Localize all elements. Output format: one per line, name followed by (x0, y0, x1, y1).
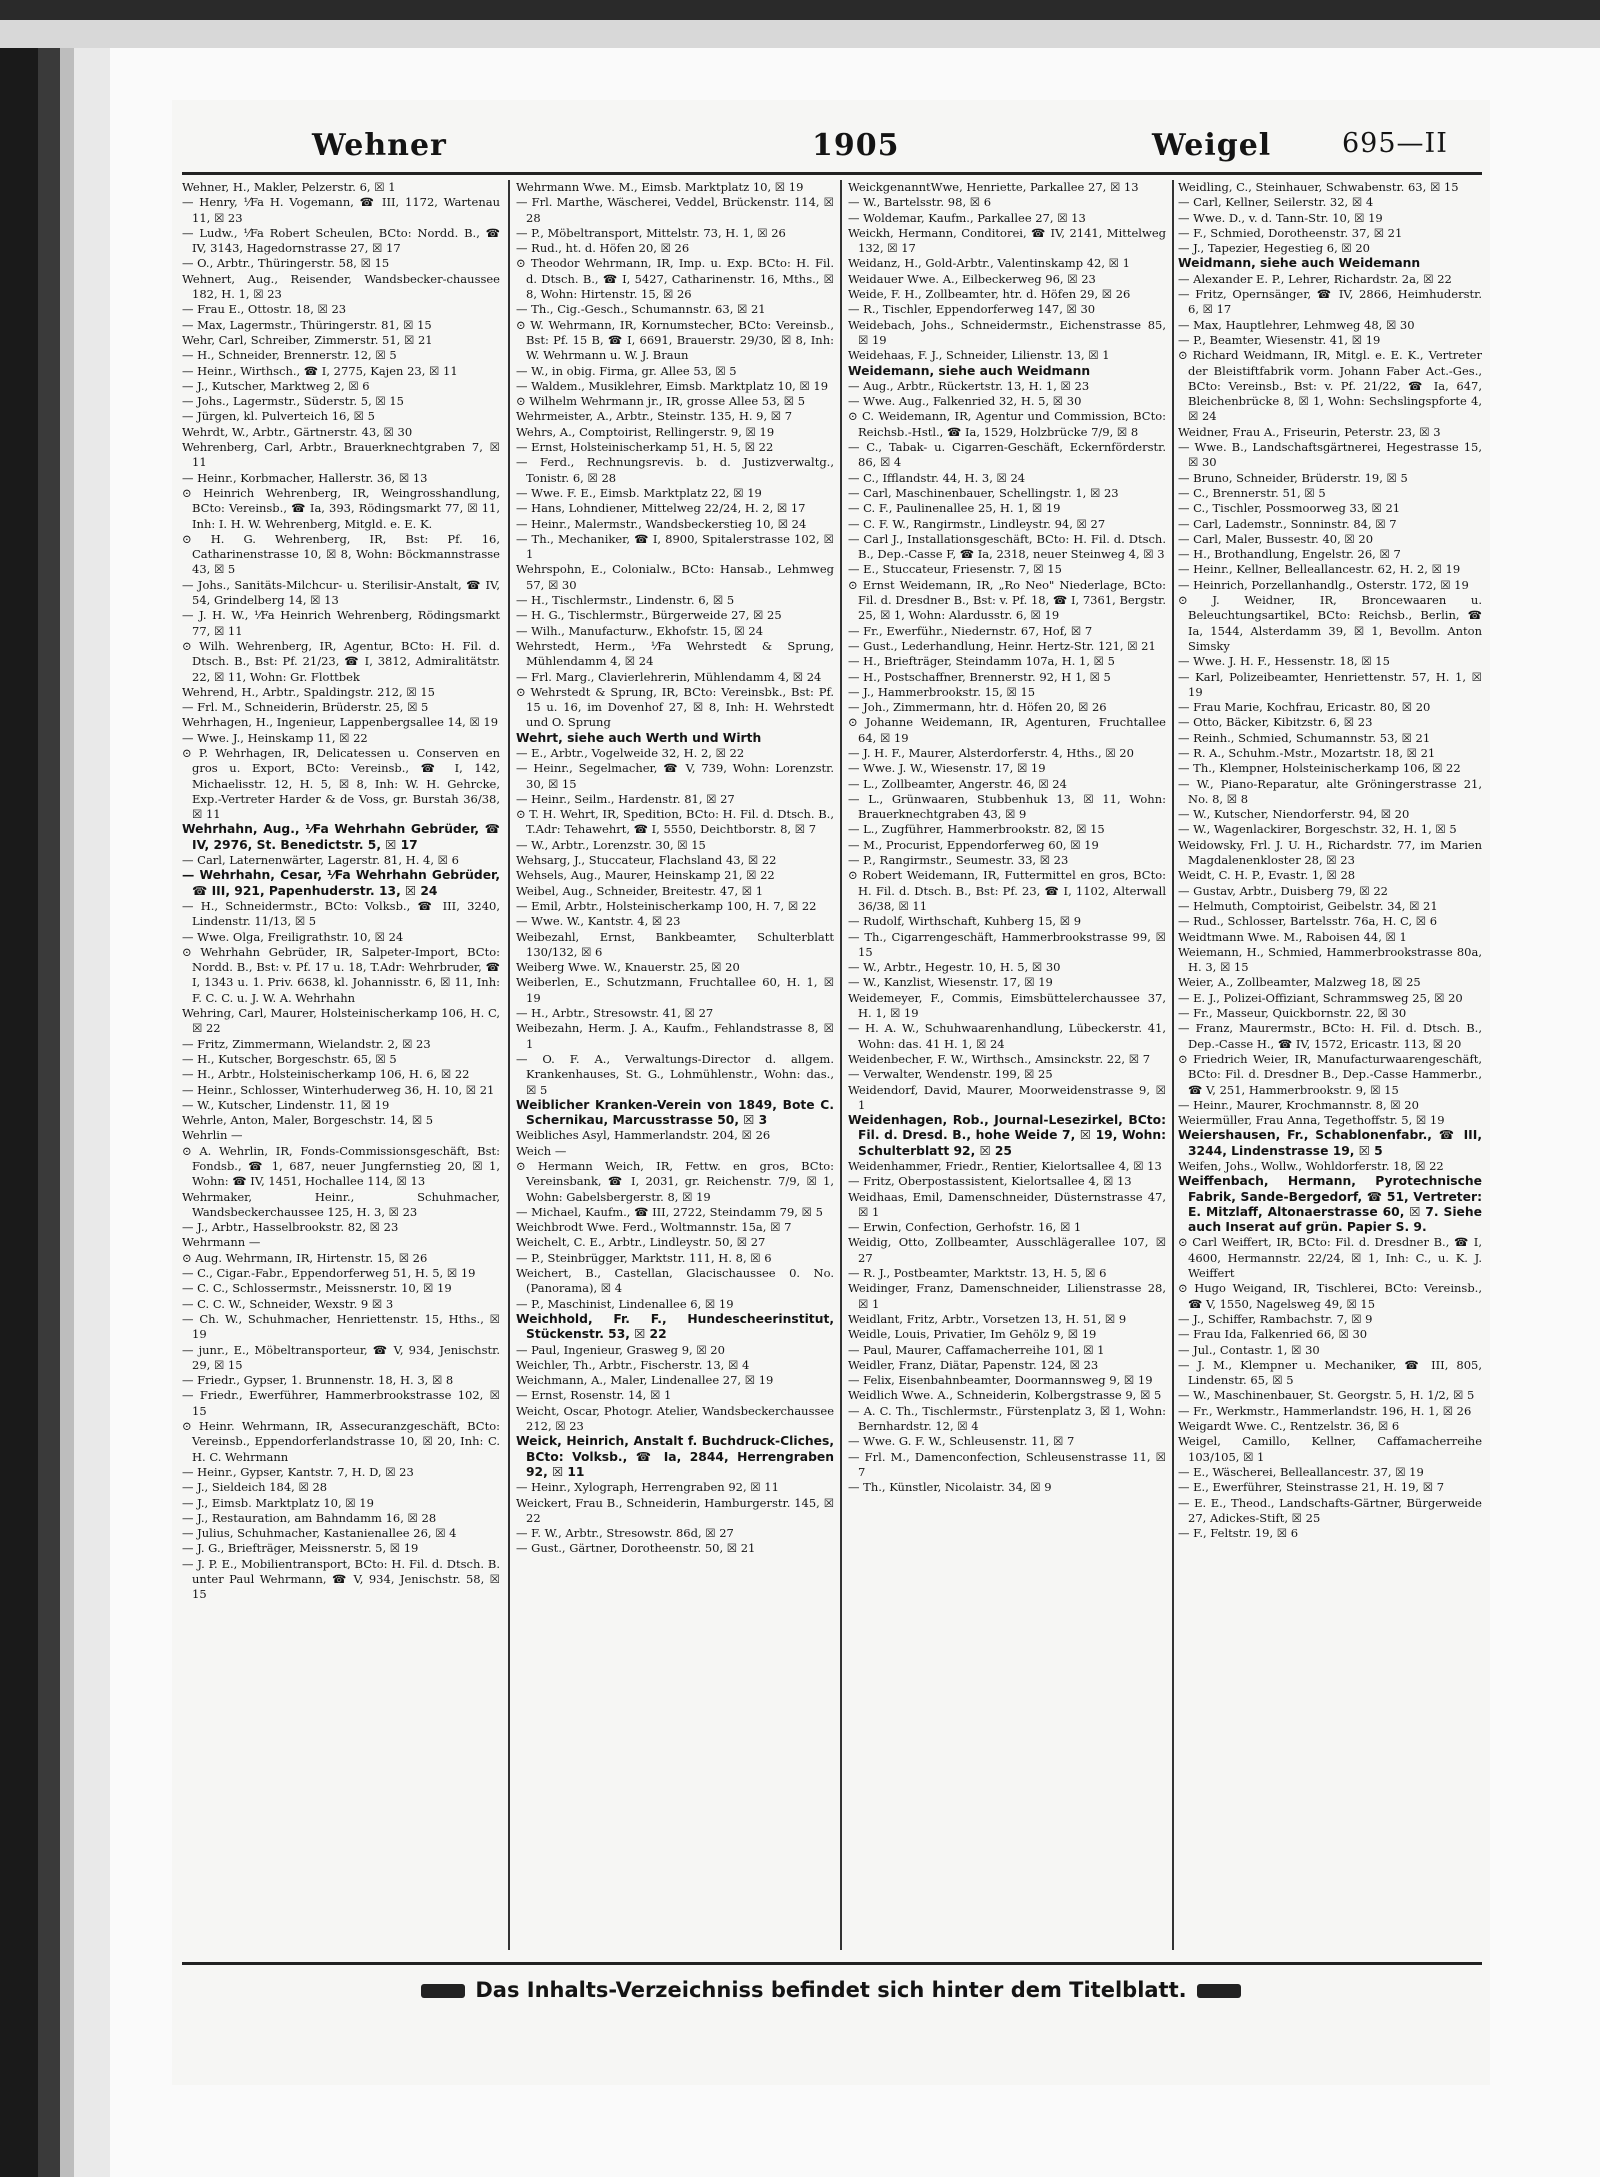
directory-entry: ⊙ Heinr. Wehrmann, IR, Assecuranzgeschäft, BCto: Vereinsb., Eppendorferlandstrasse 10, ☒ 20, Inh: C. H. C. Wehrmann (182, 1419, 500, 1464)
directory-entry: — Carl J., Installationsgeschäft, BCto: H. Fil. d. Dtsch. B., Dep.-Casse F, ☎ Ia, 2318, neuer Steinweg 4, ☒ 3 (848, 531, 1166, 562)
directory-entry: — Ernst, Holsteinischerkamp 51, H. 5, ☒ 22 (516, 440, 774, 455)
directory-entry: — H., Schneidermstr., BCto: Volksb., ☎ III, 3240, Lindenstr. 11/13, ☒ 5 (182, 898, 500, 929)
directory-entry: Weidler, Franz, Diätar, Papenstr. 124, ☒ 23 (848, 1357, 1099, 1372)
directory-entry: — Heinr., Schlosser, Winterhuderweg 36, H. 10, ☒ 21 (182, 1082, 495, 1097)
directory-entry: Wehrhagen, H., Ingenieur, Lappenbergsallee 14, ☒ 19 (182, 715, 499, 730)
directory-entry: Weichbrodt Wwe. Ferd., Woltmannstr. 15a, ☒ 7 (516, 1220, 792, 1235)
directory-entry: — W., Arbtr., Lorenzstr. 30, ☒ 15 (516, 837, 706, 852)
directory-entry: — Wwe. W., Kantstr. 4, ☒ 23 (516, 914, 681, 929)
directory-entry: — C. F., Paulinenallee 25, H. 1, ☒ 19 (848, 501, 1061, 516)
directory-entry: — E., Arbtr., Vogelweide 32, H. 2, ☒ 22 (516, 745, 745, 760)
directory-entry: ⊙ W. Wehrmann, IR, Kornumstecher, BCto: Vereinsb., Bst: Pf. 15 B, ☎ I, 6691, Brauerstr. 29/30, ☒ 8, Inh: W. Wehrmann u. W. J. Braun (516, 317, 834, 363)
directory-entry: — P., Maschinist, Lindenallee 6, ☒ 19 (516, 1296, 734, 1311)
directory-entry: — Carl, Maler, Bussestr. 40, ☒ 20 (1178, 531, 1374, 546)
directory-entry: — Carl, Laternenwärter, Lagerstr. 81, H. 4, ☒ 6 (182, 853, 459, 868)
directory-entry: — F. W., Arbtr., Stresowstr. 86d, ☒ 27 (516, 1526, 734, 1541)
directory-entry: — Rud., ht. d. Höfen 20, ☒ 26 (516, 241, 690, 256)
directory-entry: — Heinr., Segelmacher, ☎ V, 739, Wohn: Lorenzstr. 30, ☒ 15 (516, 761, 834, 791)
directory-entry: — W., in obig. Firma, gr. Allee 53, ☒ 5 (516, 363, 737, 378)
directory-entry: — P., Beamter, Wiesenstr. 41, ☒ 19 (1178, 332, 1381, 347)
directory-entry: Weidenbecher, F. W., Wirthsch., Amsinckstr. 22, ☒ 7 (848, 1051, 1151, 1066)
directory-entry: — Wwe. J. W., Wiesenstr. 17, ☒ 19 (848, 761, 1046, 776)
directory-entry: ⊙ P. Wehrhagen, IR, Delicatessen u. Conserven en gros u. Export, BCto: Vereinsb., ☎ I, 142, Michaelisstr. 12, H. 5, ☒ 8, Inh: W. H. Gehrcke, Exp.-Vertreter Harder & de Voss, gr. Burstah 36/38, ☒ 11 (182, 745, 500, 822)
directory-entry: Weickert, Frau B., Schneiderin, Hamburgerstr. 145, ☒ 22 (516, 1495, 834, 1525)
footer-rule (182, 1962, 1482, 1965)
directory-entry: — H., Arbtr., Holsteinischerkamp 106, H. 6, ☒ 22 (182, 1067, 470, 1082)
directory-entry: — Frau Marie, Kochfrau, Ericastr. 80, ☒ 20 (1178, 700, 1431, 715)
directory-entry: — W., Maschinenbauer, St. Georgstr. 5, H. 1/2, ☒ 5 (1178, 1388, 1475, 1403)
directory-entry: — Th., Klempner, Holsteinischerkamp 106, ☒ 22 (1178, 761, 1461, 776)
scan-top-edge (0, 0, 1600, 48)
directory-entry: — H., Tischlermstr., Lindenstr. 6, ☒ 5 (516, 593, 735, 608)
directory-entry: — J., Kutscher, Marktweg 2, ☒ 6 (182, 378, 370, 393)
directory-entry: — Erwin, Confection, Gerhofstr. 16, ☒ 1 (848, 1220, 1082, 1235)
directory-entry: Weiemann, H., Schmied, Hammerbrookstrasse 80a, H. 3, ☒ 15 (1178, 944, 1482, 975)
directory-entry: — O., Arbtr., Thüringerstr. 58, ☒ 15 (182, 256, 390, 271)
pointing-hand-icon (1197, 1984, 1241, 1998)
directory-entry: — Fr., Werkmstr., Hammerlandstr. 196, H. 1, ☒ 26 (1178, 1403, 1472, 1418)
directory-entry: — J., Eimsb. Marktplatz 10, ☒ 19 (182, 1495, 374, 1510)
directory-entry: — Wwe. B., Landschaftsgärtnerei, Hegestrasse 15, ☒ 30 (1178, 440, 1482, 470)
directory-entry: Weifen, Johs., Wollw., Wohldorferstr. 18, ☒ 22 (1178, 1159, 1444, 1173)
directory-entry: — Fr., Ewerführ., Niedernstr. 67, Hof, ☒ 7 (848, 623, 1093, 638)
directory-entry: — J., Tapezier, Hegestieg 6, ☒ 20 (1178, 241, 1370, 256)
column-4 (1178, 180, 1482, 1960)
directory-entry: ⊙ Aug. Wehrmann, IR, Hirtenstr. 15, ☒ 26 (182, 1250, 428, 1265)
directory-entry: ⊙ T. H. Wehrt, IR, Spedition, BCto: H. Fil. d. Dtsch. B., T.Adr: Tehawehrt, ☎ I, 5550, Deichtborstr. 8, ☒ 7 (516, 807, 834, 837)
directory-entry: — C., Tabak- u. Cigarren-Geschäft, Eckernförderstr. 86, ☒ 4 (848, 440, 1166, 470)
directory-entry: — Fritz, Oberpostassistent, Kielortsallee 4, ☒ 13 (848, 1174, 1132, 1189)
directory-entry: — W., Bartelsstr. 98, ☒ 6 (848, 195, 992, 210)
directory-entry: Weich — (516, 1143, 567, 1158)
directory-entry: — Wwe. J., Heinskamp 11, ☒ 22 (182, 730, 368, 745)
directory-entry: Wehrs, A., Comptoirist, Rellingerstr. 9, ☒ 19 (516, 424, 775, 439)
header-rule (182, 172, 1482, 175)
directory-entry: — E., Wäscherei, Belleallancestr. 37, ☒ 19 (1178, 1464, 1424, 1479)
footer-text: Das Inhalts-Verzeichniss befindet sich hinter dem Titelblatt. (475, 1978, 1187, 2002)
directory-entry: Wehrstedt, Herm., ⅟Fa Wehrstedt & Sprung, Mühlendamm 4, ☒ 24 (516, 638, 834, 669)
directory-entry: ⊙ Friedrich Weier, IR, Manufacturwaarengeschäft, BCto: Fil. d. Dresdner B., Dep.-Casse Hammerbr., ☎ V, 251, Hammerbrookstr. 9, ☒ 15 (1178, 1051, 1482, 1097)
directory-entry: — Woldemar, Kaufm., Parkallee 27, ☒ 13 (848, 210, 1086, 225)
directory-entry: ⊙ C. Weidemann, IR, Agentur und Commission, BCto: Reichsb.-Hstl., ☎ Ia, 1529, Holzbrücke 7/9, ☒ 8 (848, 409, 1166, 439)
directory-entry: Wehring, Carl, Maurer, Holsteinischerkamp 106, H. C, ☒ 22 (182, 1006, 500, 1036)
directory-entry: — E., Stuccateur, Friesenstr. 7, ☒ 15 (848, 562, 1062, 577)
scan-binding-edge (0, 0, 110, 2177)
directory-entry: — F., Schmied, Dorotheenstr. 37, ☒ 21 (1178, 225, 1403, 240)
directory-entry: — H., Postschaffner, Brennerstr. 92, H 1, ☒ 5 (848, 669, 1111, 684)
directory-page (172, 100, 1490, 2085)
directory-entry: Wehsels, Aug., Maurer, Heinskamp 21, ☒ 22 (516, 868, 775, 883)
directory-entry: — L., Grünwaaren, Stubbenhuk 13, ☒ 11, Wohn: Brauerknechtgraben 43, ☒ 9 (848, 791, 1166, 822)
column-1 (182, 180, 500, 1960)
directory-entry: — Karl, Polizeibeamter, Henriettenstr. 57, H. 1, ☒ 19 (1178, 669, 1482, 699)
directory-entry: — J., Hammerbrookstr. 15, ☒ 15 (848, 684, 1036, 699)
directory-entry: Weickh, Hermann, Conditorei, ☎ IV, 2141, Mittelweg 132, ☒ 17 (848, 225, 1166, 256)
directory-entry: Weidanz, H., Gold-Arbtr., Valentinskamp 42, ☒ 1 (848, 256, 1130, 271)
directory-entry: Weidowsky, Frl. J. U. H., Richardstr. 77, im Marien Magdalenenkloster 28, ☒ 23 (1178, 837, 1482, 868)
directory-entry: Weibezahn, Herm. J. A., Kaufm., Fehlandstrasse 8, ☒ 1 (516, 1021, 834, 1051)
directory-entry: Weidhaas, Emil, Damenschneider, Düsternstrasse 47, ☒ 1 (848, 1189, 1166, 1219)
directory-entry: — Wwe. G. F. W., Schleusenstr. 11, ☒ 7 (848, 1434, 1075, 1449)
directory-entry: — Frl. Marthe, Wäscherei, Veddel, Brückenstr. 114, ☒ 28 (516, 195, 834, 225)
directory-entry: — H. A. W., Schuhwaarenhandlung, Lübeckerstr. 41, Wohn: das. 41 H. 1, ☒ 24 (848, 1021, 1166, 1051)
directory-entry: Weigardt Wwe. C., Rentzelstr. 36, ☒ 6 (1178, 1419, 1400, 1434)
directory-entry: Wehnert, Aug., Reisender, Wandsbecker-chaussee 182, H. 1, ☒ 23 (182, 271, 500, 302)
directory-entry: — C., Brennerstr. 51, ☒ 5 (1178, 485, 1326, 500)
directory-entry: — Heinr., Xylograph, Herrengraben 92, ☒ 11 (516, 1480, 779, 1495)
directory-entry: — Carl, Lademstr., Sonninstr. 84, ☒ 7 (1178, 516, 1397, 531)
directory-entry: ⊙ Hermann Weich, IR, Fettw. en gros, BCto: Vereinsbank, ☎ I, 2031, gr. Reichenstr. 7/9, ☒ 1, Wohn: Gabelsbergerstr. 8, ☒ 19 (516, 1159, 834, 1204)
directory-entry: — Heinr., Wirthsch., ☎ I, 2775, Kajen 23, ☒ 11 (182, 363, 458, 378)
directory-entry: Wehr, Carl, Schreiber, Zimmerstr. 51, ☒ 21 (182, 332, 433, 347)
directory-entry: — Fr., Masseur, Quickbornstr. 22, ☒ 30 (1178, 1006, 1407, 1021)
directory-entry: — W., Arbtr., Hegestr. 10, H. 5, ☒ 30 (848, 960, 1061, 975)
directory-entry: Weidlant, Fritz, Arbtr., Vorsetzen 13, H. 51, ☒ 9 (848, 1311, 1127, 1326)
directory-entry: — Gustav, Arbtr., Duisberg 79, ☒ 22 (1178, 883, 1388, 898)
directory-entry: — H., Arbtr., Stresowstr. 41, ☒ 27 (516, 1006, 714, 1021)
directory-entry: Weick, Heinrich, Anstalt f. Buchdruck-Cliches, BCto: Volksb., ☎ Ia, 2844, Herrengraben 92, ☒ 11 (516, 1434, 834, 1479)
directory-entry: Weidemeyer, F., Commis, Eimsbüttelerchaussee 37, H. 1, ☒ 19 (848, 990, 1166, 1021)
directory-entry: Weidinger, Franz, Damenschneider, Lilienstrasse 28, ☒ 1 (848, 1281, 1166, 1311)
directory-entry: — Friedr., Ewerführer, Hammerbrookstrasse 102, ☒ 15 (182, 1388, 500, 1418)
directory-entry: — P., Rangirmstr., Seumestr. 33, ☒ 23 (848, 853, 1069, 868)
directory-entry: — Emil, Arbtr., Holsteinischerkamp 100, H. 7, ☒ 22 (516, 898, 817, 913)
directory-entry: ⊙ Wilh. Wehrenberg, IR, Agentur, BCto: H. Fil. d. Dtsch. B., Bst: Pf. 21/23, ☎ I, 3812, Admiralitätstr. 22, ☒ 11, Wohn: Gr. Flottbek (182, 638, 500, 684)
directory-entry: Weicht, Oscar, Photogr. Atelier, Wandsbeckerchaussee 212, ☒ 23 (516, 1403, 834, 1434)
directory-entry: — Th., Cig.-Gesch., Schumannstr. 63, ☒ 21 (516, 302, 766, 317)
directory-entry: — P., Möbeltransport, Mittelstr. 73, H. 1, ☒ 26 (516, 225, 786, 240)
directory-entry: — Frl. M., Schneiderin, Brüderstr. 25, ☒ 5 (182, 700, 429, 715)
directory-entry: Weiershausen, Fr., Schablonenfabr., ☎ III, 3244, Lindenstrasse 19, ☒ 5 (1178, 1128, 1482, 1158)
directory-entry: ⊙ Ernst Weidemann, IR, „Ro Neo" Niederlage, BCto: Fil. d. Dresdner B., Bst: v. Pf. 18, ☎ I, 7361, Bergstr. 25, ☒ 1, Wohn: Alardusstr. 6, ☒ 19 (848, 577, 1166, 623)
directory-entry: — Ludw., ⅟Fa Robert Scheulen, BCto: Nordd. B., ☎ IV, 3143, Hagedornstrasse 27, ☒ 17 (182, 225, 500, 256)
directory-entry: — Waldem., Musiklehrer, Eimsb. Marktplatz 10, ☒ 19 (516, 378, 829, 393)
directory-entry: Wehrle, Anton, Maler, Borgeschstr. 14, ☒ 5 (182, 1113, 434, 1128)
directory-entry: ⊙ Hugo Weigand, IR, Tischlerei, BCto: Vereinsb., ☎ V, 1550, Nagelsweg 49, ☒ 15 (1178, 1281, 1482, 1311)
pointing-hand-icon (421, 1984, 465, 1998)
column-3 (848, 180, 1166, 1960)
directory-entry: ⊙ J. Weidner, IR, Broncewaaren u. Beleuchtungsartikel, BCto: Reichsb., Berlin, ☎ Ia, 1544, Alsterdamm 39, ☒ 1, Bevollm. Anton Simsky (1178, 593, 1482, 653)
directory-entry: — C., Ifflandstr. 44, H. 3, ☒ 24 (848, 470, 1026, 485)
directory-entry: — H., Brothandlung, Engelstr. 26, ☒ 7 (1178, 547, 1401, 562)
directory-entry: — Joh., Zimmermann, htr. d. Höfen 20, ☒ 26 (848, 700, 1107, 715)
directory-entry: — J. H. F., Maurer, Alsterdorferstr. 4, Hths., ☒ 20 (848, 745, 1134, 760)
directory-entry: Wehrend, H., Arbtr., Spaldingstr. 212, ☒ 15 (182, 684, 435, 699)
directory-entry: Weidebach, Johs., Schneidermstr., Eichenstrasse 85, ☒ 19 (848, 317, 1166, 347)
directory-entry: Weibel, Aug., Schneider, Breitestr. 47, ☒ 1 (516, 883, 764, 898)
directory-entry: — Paul, Maurer, Caffamacherreihe 101, ☒ 1 (848, 1342, 1105, 1357)
directory-entry: — H., Kutscher, Borgeschstr. 65, ☒ 5 (182, 1051, 397, 1066)
directory-entry: — junr., E., Möbeltransporteur, ☎ V, 934, Jenischstr. 29, ☒ 15 (182, 1342, 500, 1372)
directory-entry: — Hans, Lohndiener, Mittelweg 22/24, H. 2, ☒ 17 (516, 501, 806, 516)
directory-entry: — Max, Lagermstr., Thüringerstr. 81, ☒ 15 (182, 317, 432, 332)
directory-entry: Wehsarg, J., Stuccateur, Flachsland 43, ☒ 22 (516, 853, 777, 868)
directory-entry: — Julius, Schuhmacher, Kastanienallee 26, ☒ 4 (182, 1526, 457, 1541)
directory-entry: Weiermüller, Frau Anna, Tegethoffstr. 5, ☒ 19 (1178, 1113, 1445, 1128)
directory-entry: Wehrmaker, Heinr., Schuhmacher, Wandsbeckerchaussee 125, H. 3, ☒ 23 (182, 1189, 500, 1219)
directory-entry: — Max, Hauptlehrer, Lehmweg 48, ☒ 30 (1178, 317, 1415, 332)
directory-entry: — R. A., Schuhm.-Mstr., Mozartstr. 18, ☒ 21 (1178, 745, 1436, 760)
directory-entry: Weidmann, siehe auch Weidemann (1178, 256, 1421, 271)
directory-entry: — Th., Mechaniker, ☎ I, 8900, Spitalerstrasse 102, ☒ 1 (516, 531, 834, 562)
directory-entry: — Wilh., Manufacturw., Ekhofstr. 15, ☒ 24 (516, 623, 764, 638)
directory-entry: — Aug., Arbtr., Rückertstr. 13, H. 1, ☒ 23 (848, 378, 1090, 393)
directory-entry: — H., Schneider, Brennerstr. 12, ☒ 5 (182, 348, 397, 363)
directory-entry: Weidling, C., Steinhauer, Schwabenstr. 63, ☒ 15 (1178, 180, 1459, 194)
directory-entry: — W., Kutscher, Lindenstr. 11, ☒ 19 (182, 1097, 390, 1112)
directory-entry: — Wwe. J. H. F., Hessenstr. 18, ☒ 15 (1178, 654, 1390, 669)
directory-entry: — Franz, Maurermstr., BCto: H. Fil. d. Dtsch. B., Dep.-Casse H., ☎ IV, 1572, Ericastr. 113, ☒ 20 (1178, 1021, 1482, 1051)
directory-entry: — Johs., Sanitäts-Milchcur- u. Sterilisir-Anstalt, ☎ IV, 54, Grindelberg 14, ☒ 13 (182, 577, 500, 608)
directory-entry: — O. F. A., Verwaltungs-Director d. allgem. Krankenhauses, St. G., Lohmühlenstr., Wohn: das., ☒ 5 (516, 1051, 834, 1097)
directory-entry: Wehrdt, W., Arbtr., Gärtnerstr. 43, ☒ 30 (182, 424, 413, 439)
directory-entry: — L., Zollbeamter, Angerstr. 46, ☒ 24 (848, 776, 1067, 791)
directory-entry: — Johs., Lagermstr., Süderstr. 5, ☒ 15 (182, 394, 404, 409)
directory-entry: Wehner, H., Makler, Pelzerstr. 6, ☒ 1 (182, 180, 396, 194)
directory-entry: — A. C. Th., Tischlermstr., Fürstenplatz 3, ☒ 1, Wohn: Bernhardstr. 12, ☒ 4 (848, 1403, 1166, 1434)
directory-entry: Wehrhahn, Aug., ⅟Fa Wehrhahn Gebrüder, ☎ IV, 2976, St. Benedictstr. 5, ☒ 17 (182, 822, 500, 852)
directory-entry: ⊙ A. Wehrlin, IR, Fonds-Commissionsgeschäft, Bst: Fondsb., ☎ 1, 687, neuer Jungfernstieg 20, ☒ 1, Wohn: ☎ IV, 1451, Hochallee 114, ☒ 13 (182, 1143, 500, 1189)
directory-entry: — Wwe. Aug., Falkenried 32, H. 5, ☒ 30 (848, 394, 1082, 409)
directory-entry: — Felix, Eisenbahnbeamter, Doormannsweg 9, ☒ 19 (848, 1373, 1153, 1388)
directory-entry: — Th., Cigarrengeschäft, Hammerbrookstrasse 99, ☒ 15 (848, 929, 1166, 959)
directory-entry: — P., Steinbrügger, Marktstr. 111, H. 8, ☒ 6 (516, 1250, 772, 1265)
directory-entry: — Jul., Contastr. 1, ☒ 30 (1178, 1342, 1320, 1357)
directory-entry: — Otto, Bäcker, Kibitzstr. 6, ☒ 23 (1178, 715, 1373, 730)
directory-entry: — M., Procurist, Eppendorferweg 60, ☒ 19 (848, 837, 1099, 852)
directory-entry: — Bruno, Schneider, Brüderstr. 19, ☒ 5 (1178, 470, 1408, 485)
directory-entry: — C., Tischler, Possmoorweg 33, ☒ 21 (1178, 501, 1401, 516)
directory-entry: — R., Tischler, Eppendorferweg 147, ☒ 30 (848, 302, 1096, 317)
directory-entry: Weiffenbach, Hermann, Pyrotechnische Fabrik, Sande-Bergedorf, ☎ 51, Vertreter: E. Mitzlaff, Altonaerstrasse 60, ☒ 7. Siehe auch Inserat auf grün. Papier S. 9. (1178, 1174, 1482, 1235)
directory-entry: — Henry, ⅟Fa H. Vogemann, ☎ III, 1172, Wartenau 11, ☒ 23 (182, 195, 500, 225)
directory-entry: — F., Feltstr. 19, ☒ 6 (1178, 1526, 1299, 1541)
directory-entry: Weiberlen, E., Schutzmann, Fruchtallee 60, H. 1, ☒ 19 (516, 975, 834, 1005)
header-first-entry: Wehner (312, 128, 447, 163)
directory-entry: — Frl. M., Damenconfection, Schleusenstrasse 11, ☒ 7 (848, 1449, 1166, 1479)
directory-entry: — Friedr., Gypser, 1. Brunnenstr. 18, H. 3, ☒ 8 (182, 1373, 454, 1388)
column-2 (516, 180, 834, 1960)
directory-entry: Weidauer Wwe. A., Eilbeckerweg 96, ☒ 23 (848, 271, 1096, 286)
directory-entry: — Ch. W., Schuhmacher, Henriettenstr. 15, Hths., ☒ 19 (182, 1311, 500, 1342)
directory-entry: ⊙ Wehrhahn Gebrüder, IR, Salpeter-Import, BCto: Nordd. B., Bst: v. Pf. 17 u. 18, T.Adr: Wehrbruder, ☎ I, 1343 u. 1. Priv. 6638, kl. Johannisstr. 6, ☒ 11, Inh: F. C. C. u. J. W. A. Wehrhahn (182, 944, 500, 1005)
directory-entry: ⊙ Johanne Weidemann, IR, Agenturen, Fruchtallee 64, ☒ 19 (848, 715, 1166, 745)
directory-entry: — Verwalter, Wendenstr. 199, ☒ 25 (848, 1067, 1053, 1082)
directory-entry: — W., Wagenlackirer, Borgeschstr. 32, H. 1, ☒ 5 (1178, 822, 1457, 837)
directory-entry: Wehrmeister, A., Arbtr., Steinstr. 135, H. 9, ☒ 7 (516, 409, 793, 424)
column-divider (508, 180, 510, 1950)
header-year: 1905 (812, 128, 900, 163)
column-divider (1172, 180, 1174, 1950)
directory-entry: Weier, A., Zollbeamter, Malzweg 18, ☒ 25 (1178, 975, 1421, 990)
directory-entry: — Frl. Marg., Clavierlehrerin, Mühlendamm 4, ☒ 24 (516, 669, 822, 684)
directory-entry: — Heinrich, Porzellanhandlg., Osterstr. 172, ☒ 19 (1178, 577, 1469, 592)
directory-entry: — Fritz, Zimmermann, Wielandstr. 2, ☒ 23 (182, 1036, 431, 1051)
directory-entry: Weichhold, Fr. F., Hundescheerinstitut, Stückenstr. 53, ☒ 22 (516, 1311, 834, 1342)
directory-entry: — Fritz, Opernsänger, ☎ IV, 2866, Heimhuderstr. 6, ☒ 17 (1178, 287, 1482, 317)
directory-entry: — Heinr., Seilm., Hardenstr. 81, ☒ 27 (516, 791, 735, 806)
directory-entry: — Ferd., Rechnungsrevis. b. d. Justizverwaltg., Tonistr. 6, ☒ 28 (516, 455, 834, 485)
directory-entry: — W., Kutscher, Niendorferstr. 94, ☒ 20 (1178, 807, 1410, 822)
directory-entry: Wehrmann — (182, 1235, 261, 1250)
directory-entry: Weidle, Louis, Privatier, Im Gehölz 9, ☒ 19 (848, 1327, 1097, 1342)
directory-entry: ⊙ Heinrich Wehrenberg, IR, Weingrosshandlung, BCto: Vereinsb., ☎ Ia, 393, Rödingsmarkt 77, ☒ 11, Inh: I. H. W. Wehrenberg, Mitgld. e. E. K. (182, 485, 500, 531)
directory-entry: Weidemann, siehe auch Weidmann (848, 363, 1091, 378)
directory-entry: Wehrenberg, Carl, Arbtr., Brauerknechtgraben 7, ☒ 11 (182, 440, 500, 470)
directory-entry: WeickgenanntWwe, Henriette, Parkallee 27, ☒ 13 (848, 180, 1139, 194)
directory-entry: — C. C. W., Schneider, Wexstr. 9 ☒ 3 (182, 1296, 394, 1311)
directory-entry: — Wwe. D., v. d. Tann-Str. 10, ☒ 19 (1178, 210, 1383, 225)
header-last-entry: Weigel (1152, 128, 1272, 163)
directory-entry: — H., Briefträger, Steindamm 107a, H. 1, ☒ 5 (848, 654, 1115, 669)
directory-entry: — J. H. W., ⅟Fa Heinrich Wehrenberg, Rödingsmarkt 77, ☒ 11 (182, 608, 500, 638)
directory-entry: — Wwe. Olga, Freiligrathstr. 10, ☒ 24 (182, 929, 404, 944)
directory-entry: — Frau E., Ottostr. 18, ☒ 23 (182, 302, 347, 317)
directory-entry: — J. M., Klempner u. Mechaniker, ☎ III, 805, Lindenstr. 65, ☒ 5 (1178, 1357, 1482, 1388)
directory-entry: Weibliches Asyl, Hammerlandstr. 204, ☒ 26 (516, 1128, 771, 1143)
directory-entry: — Carl, Kellner, Seilerstr. 32, ☒ 4 (1178, 195, 1374, 210)
directory-entry: — C. C., Schlossermstr., Meissnerstr. 10, ☒ 19 (182, 1281, 452, 1296)
directory-entry: Weidner, Frau A., Friseurin, Peterstr. 23, ☒ 3 (1178, 424, 1441, 439)
directory-entry: — J., Schiffer, Rambachstr. 7, ☒ 9 (1178, 1311, 1373, 1326)
directory-entry: — E. E., Theod., Landschafts-Gärtner, Bürgerweide 27, Adickes-Stift, ☒ 25 (1178, 1495, 1482, 1525)
directory-entry: — Th., Künstler, Nicolaistr. 34, ☒ 9 (848, 1480, 1052, 1495)
footer-note (172, 1978, 1490, 2002)
directory-entry: ⊙ Carl Weiffert, IR, BCto: Fil. d. Dresdner B., ☎ I, 4600, Hermannstr. 22/24, ☒ 1, Inh: C., u. K. J. Weiffert (1178, 1235, 1482, 1281)
directory-entry: — E. J., Polizei-Offiziant, Schrammsweg 25, ☒ 20 (1178, 990, 1463, 1005)
directory-entry: — Gust., Lederhandlung, Heinr. Hertz-Str. 121, ☒ 21 (848, 638, 1156, 653)
directory-entry: — Wehrhahn, Cesar, ⅟Fa Wehrhahn Gebrüder, ☎ III, 921, Papenhuderstr. 13, ☒ 24 (182, 868, 500, 898)
directory-entry: — Ernst, Rosenstr. 14, ☒ 1 (516, 1388, 672, 1403)
directory-entry: — Rudolf, Wirthschaft, Kuhberg 15, ☒ 9 (848, 914, 1082, 929)
directory-entry: Weidtmann Wwe. M., Raboisen 44, ☒ 1 (1178, 929, 1407, 944)
directory-entry: — Heinr., Malermstr., Wandsbeckerstieg 10, ☒ 24 (516, 516, 807, 531)
directory-entry: — Reinh., Schmied, Schumannstr. 53, ☒ 21 (1178, 730, 1431, 745)
directory-entry: Weidlich Wwe. A., Schneiderin, Kolbergstrasse 9, ☒ 5 (848, 1388, 1162, 1403)
directory-entry: — W., Kanzlist, Wiesenstr. 17, ☒ 19 (848, 975, 1053, 990)
directory-entry: — J., Restauration, am Bahndamm 16, ☒ 28 (182, 1510, 437, 1525)
directory-entry: Wehrt, siehe auch Werth und Wirth (516, 730, 762, 745)
directory-entry: — R. J., Postbeamter, Marktstr. 13, H. 5, ☒ 6 (848, 1266, 1107, 1281)
directory-entry: ⊙ Wilhelm Wehrmann jr., IR, grosse Allee 53, ☒ 5 (516, 394, 806, 409)
directory-entry: Weigel, Camillo, Kellner, Caffamacherreihe 103/105, ☒ 1 (1178, 1434, 1482, 1464)
directory-entry: Weidenhammer, Friedr., Rentier, Kielortsallee 4, ☒ 13 (848, 1159, 1162, 1173)
directory-entry: — Helmuth, Comptoirist, Geibelstr. 34, ☒ 21 (1178, 898, 1438, 913)
directory-entry: — E., Ewerführer, Steinstrasse 21, H. 19, ☒ 7 (1178, 1480, 1445, 1495)
directory-entry: ⊙ Wehrstedt & Sprung, IR, BCto: Vereinsbk., Bst: Pf. 15 u. 16, im Dovenhof 27, ☒ 8, Inh: H. Wehrstedt und O. Sprung (516, 684, 834, 730)
directory-entry: ⊙ Richard Weidmann, IR, Mitgl. e. E. K., Vertreter der Bleistiftfabrik vorm. Johann Faber Act.-Ges., BCto: Vereinsb., Bst: v. Pf. 21/22, ☎ Ia, 647, Bleichenbrücke 8, ☒ 1, Wohn: Sechslingspforte 4, ☒ 24 (1178, 348, 1482, 424)
directory-entry: — W., Piano-Reparatur, alte Gröningerstrasse 21, No. 8, ☒ 8 (1178, 776, 1482, 806)
directory-entry: — J., Sieldeich 184, ☒ 28 (182, 1480, 328, 1495)
directory-entry: — Heinr., Kellner, Belleallancestr. 62, H. 2, ☒ 19 (1178, 562, 1461, 577)
directory-entry: — J. P. E., Mobilientransport, BCto: H. Fil. d. Dtsch. B. unter Paul Wehrmann, ☎ V, 934, Jenischstr. 58, ☒ 15 (182, 1556, 500, 1602)
directory-entry: Weidig, Otto, Zollbeamter, Ausschlägerallee 107, ☒ 27 (848, 1235, 1166, 1265)
directory-entry: — Frau Ida, Falkenried 66, ☒ 30 (1178, 1327, 1368, 1342)
columns-area (182, 180, 1482, 1960)
directory-entry: Weibezahl, Ernst, Bankbeamter, Schulterblatt 130/132, ☒ 6 (516, 929, 834, 959)
directory-entry: Weide, F. H., Zollbeamter, htr. d. Höfen 29, ☒ 26 (848, 287, 1131, 302)
directory-entry: — H. G., Tischlermstr., Bürgerweide 27, ☒ 25 (516, 608, 782, 623)
directory-entry: Weidenhagen, Rob., Journal-Lesezirkel, BCto: Fil. d. Dresd. B., hohe Weide 7, ☒ 19, Wohn: Schulterblatt 92, ☒ 25 (848, 1113, 1166, 1158)
directory-entry: Weiberg Wwe. W., Knauerstr. 25, ☒ 20 (516, 960, 740, 975)
directory-entry: — Heinr., Korbmacher, Hallerstr. 36, ☒ 13 (182, 470, 428, 485)
directory-entry: — Carl, Maschinenbauer, Schellingstr. 1, ☒ 23 (848, 485, 1119, 500)
directory-entry: Wehrlin — (182, 1128, 243, 1143)
directory-entry: — Rud., Schlosser, Bartelsstr. 76a, H. C, ☒ 6 (1178, 914, 1438, 929)
directory-entry: Weichert, B., Castellan, Glacischaussee 0. No. (Panorama), ☒ 4 (516, 1266, 834, 1296)
directory-entry: — J. G., Briefträger, Meissnerstr. 5, ☒ 19 (182, 1541, 419, 1556)
directory-entry: — Heinr., Maurer, Krochmannstr. 8, ☒ 20 (1178, 1097, 1419, 1112)
directory-entry: — Heinr., Gypser, Kantstr. 7, H. D, ☒ 23 (182, 1464, 414, 1479)
directory-entry: — Jürgen, kl. Pulverteich 16, ☒ 5 (182, 409, 375, 424)
directory-entry: ⊙ Robert Weidemann, IR, Futtermittel en gros, BCto: H. Fil. d. Dtsch. B., Bst: Pf. 23, ☎ I, 1102, Alterwall 36/38, ☒ 11 (848, 868, 1166, 913)
directory-entry: ⊙ H. G. Wehrenberg, IR, Bst: Pf. 16, Catharinenstrasse 10, ☒ 8, Wohn: Böckmannstrasse 43, ☒ 5 (182, 531, 500, 577)
directory-entry: Weichelt, C. E., Arbtr., Lindleystr. 50, ☒ 27 (516, 1235, 766, 1250)
directory-entry: Weidt, C. H. P., Evastr. 1, ☒ 28 (1178, 868, 1356, 883)
directory-entry: — J., Arbtr., Hasselbrookstr. 82, ☒ 23 (182, 1220, 399, 1235)
directory-entry: Weichmann, A., Maler, Lindenallee 27, ☒ 19 (516, 1373, 774, 1388)
directory-entry: Weichler, Th., Arbtr., Fischerstr. 13, ☒ 4 (516, 1357, 750, 1372)
directory-entry: Weidendorf, David, Maurer, Moorweidenstrasse 9, ☒ 1 (848, 1082, 1166, 1112)
directory-entry: — L., Zugführer, Hammerbrookstr. 82, ☒ 15 (848, 822, 1105, 837)
directory-entry: Wehrmann Wwe. M., Eimsb. Marktplatz 10, ☒ 19 (516, 180, 804, 194)
column-divider (840, 180, 842, 1950)
directory-entry: — C. F. W., Rangirmstr., Lindleystr. 94, ☒ 27 (848, 516, 1106, 531)
directory-entry: — Michael, Kaufm., ☎ III, 2722, Steindamm 79, ☒ 5 (516, 1204, 823, 1219)
directory-entry: Wehrspohn, E., Colonialw., BCto: Hansab., Lehmweg 57, ☒ 30 (516, 562, 834, 592)
directory-entry: ⊙ Theodor Wehrmann, IR, Imp. u. Exp. BCto: H. Fil. d. Dtsch. B., ☎ I, 5427, Catharinenstr. 16, Mths., ☒ 8, Wohn: Hirtenstr. 15, ☒ 26 (516, 256, 834, 302)
directory-entry: — Gust., Gärtner, Dorotheenstr. 50, ☒ 21 (516, 1541, 756, 1556)
directory-entry: — Alexander E. P., Lehrer, Richardstr. 2a, ☒ 22 (1178, 271, 1452, 286)
page-number: 695—II (1342, 128, 1448, 159)
directory-entry: — C., Cigar.-Fabr., Eppendorferweg 51, H. 5, ☒ 19 (182, 1266, 476, 1281)
directory-entry: Weiblicher Kranken-Verein von 1849, Bote C. Schernikau, Marcusstrasse 50, ☒ 3 (516, 1097, 834, 1128)
directory-entry: — Paul, Ingenieur, Grasweg 9, ☒ 20 (516, 1342, 725, 1357)
directory-entry: Weidehaas, F. J., Schneider, Lilienstr. 13, ☒ 1 (848, 348, 1110, 363)
directory-entry: — Wwe. F. E., Eimsb. Marktplatz 22, ☒ 19 (516, 485, 762, 500)
